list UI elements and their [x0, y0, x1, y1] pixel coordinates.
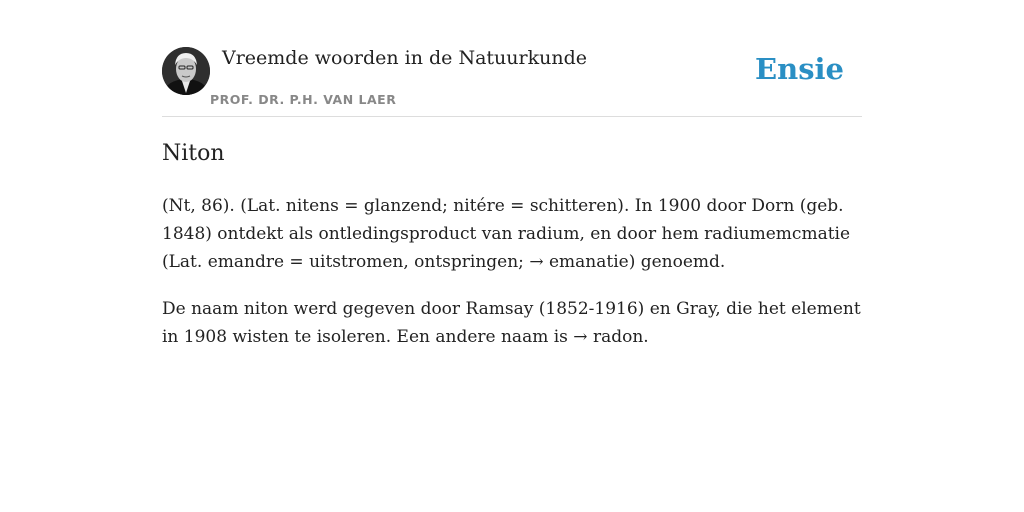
link-emanatie[interactable]: emanatie — [548, 252, 629, 272]
arrow-icon: → — [529, 252, 544, 272]
arrow-icon: → — [573, 327, 588, 347]
paragraph-2 — [162, 295, 862, 351]
entry-content — [162, 192, 862, 370]
paragraph-1 — [162, 192, 862, 276]
paragraph-2-text: De naam niton werd gegeven door Ramsay (1852-1916) en Gray, die het element in 1908 wisten te isoleren. Een andere naam is — [162, 299, 861, 347]
paragraph-1-text-end: ) genoemd. — [628, 252, 726, 272]
author-avatar — [162, 47, 210, 95]
entry-title: Niton — [162, 141, 225, 166]
author-name[interactable]: PROF. DR. P.H. VAN LAER — [210, 92, 397, 107]
book-header — [162, 46, 862, 117]
ensie-logo[interactable]: Ensie — [755, 52, 844, 86]
book-title[interactable]: Vreemde woorden in de Natuurkunde — [222, 47, 587, 69]
paragraph-2-text-end: . — [643, 327, 649, 347]
paragraph-1-text: (Nt, 86). (Lat. nitens = glanzend; nitére = schitteren). In 1900 door Dorn (geb. 1848) ontdekt als ontledingsproduct van radium, en door hem radiumemcmatie (Lat. emandre = uitstromen, ontspringen; — [162, 196, 851, 272]
link-radon[interactable]: radon — [592, 327, 644, 347]
author-portrait-icon — [162, 47, 210, 95]
